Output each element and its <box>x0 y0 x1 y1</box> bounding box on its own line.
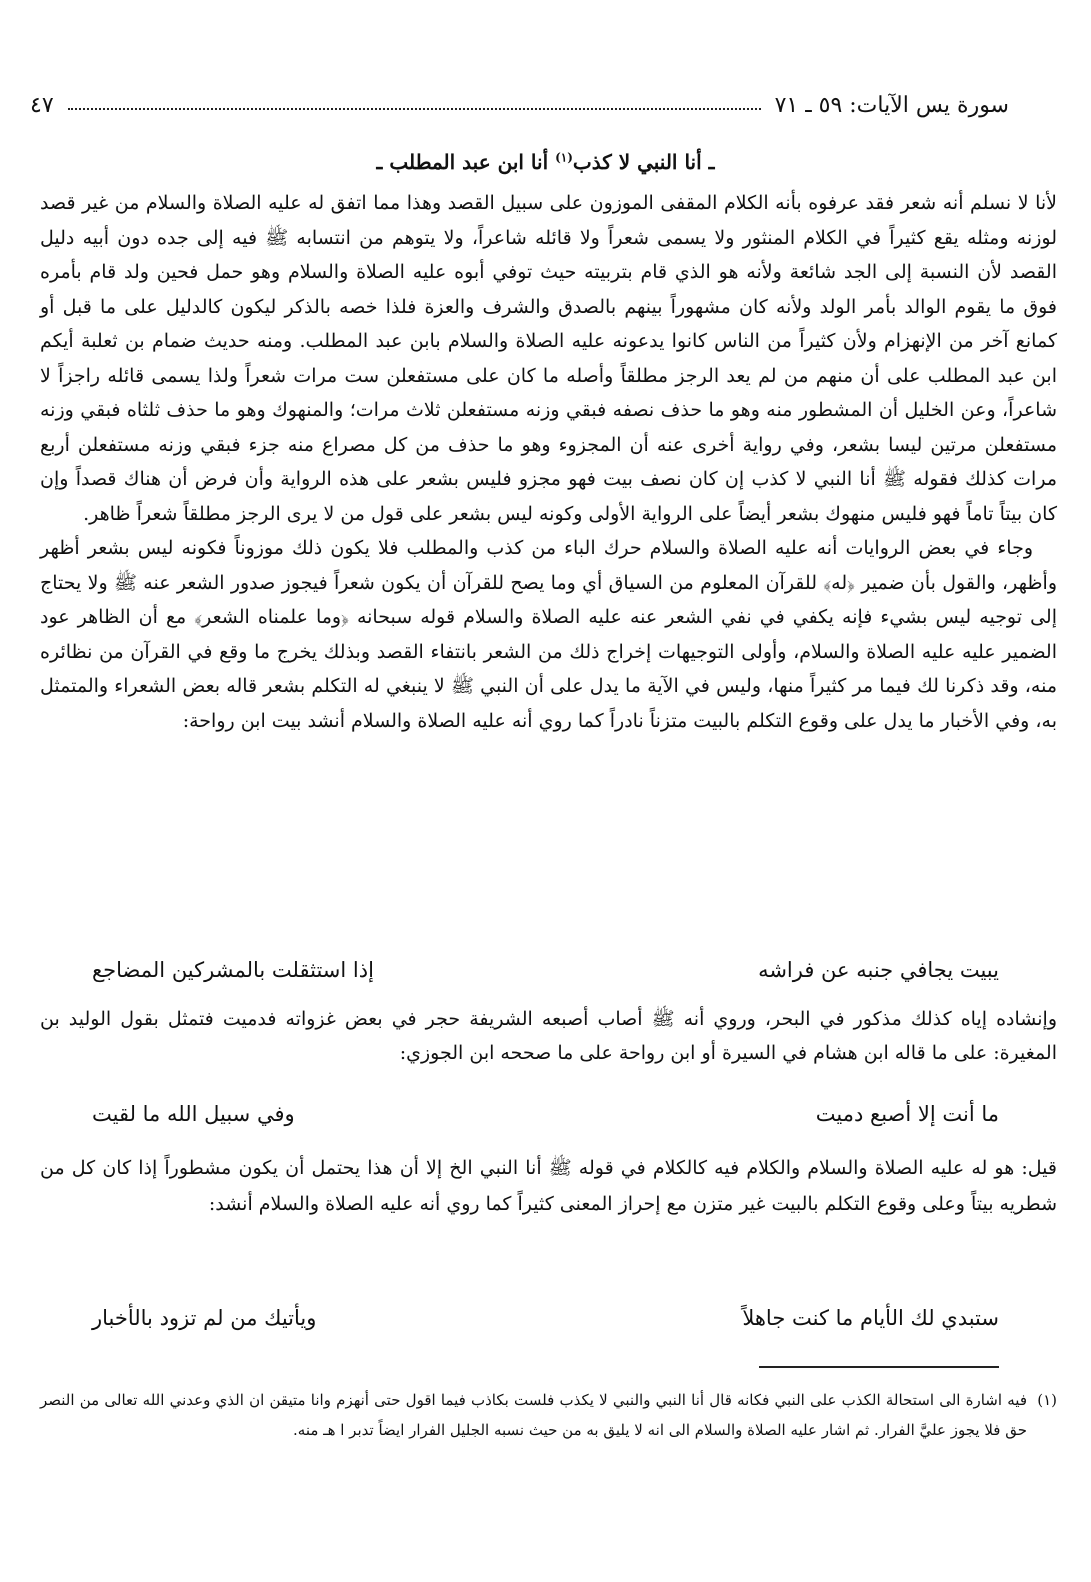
running-header <box>30 88 1009 118</box>
verse-hemistich-right: يبيت يجافي جنبه عن فراشه <box>758 958 999 982</box>
footnote-text: فيه اشارة الى استحالة الكذب على النبي فكانه قال أنا النبي والنبي لا يكذب فلست بكاذب فيما اقول حتى أنهزم وانا متيقن ان الذي وعدني الله تعالى من النصر حق فلا يجوز عليَّ الفرار. ثم اشار عليه الصلاة والسلام الى انه لا يليق به من حيث نسبه الجليل الفرار ايضاً تدبر ا هـ منه. <box>40 1391 1027 1439</box>
verse-hemistich-right: ما أنت إلا أصبع دميت <box>815 1102 999 1126</box>
verse-ibn-rawaha <box>92 958 999 982</box>
verse-hemistich-right: ستبدي لك الأيام ما كنت جاهلاً <box>742 1306 999 1330</box>
verse-hemistich-left: وفي سبيل الله ما لقيت <box>92 1102 295 1126</box>
footnote-rule <box>759 1366 999 1368</box>
verse-hemistich-left: إذا استثقلت بالمشركين المضاجع <box>92 958 374 982</box>
main-text <box>40 186 1057 738</box>
quote-part-2: أنا ابن عبد المطلب ـ <box>376 150 556 174</box>
second-paragraph: وجاء في بعض الروايات أنه عليه الصلاة والسلام حرك الباء من كذب والمطلب فلا يكون ذلك موزوناً فكونه ليس بشعر أظهر وأظهر، والقول بأن ضمير ﴿له﴾ للقرآن المعلوم من السياق أي وما يصح للقرآن أن يكون شعراً فيجوز صدور الشعر عنه ﷺ ولا يحتاج إلى توجيه ليس بشيء فإنه يكفي في نفي الشعر عنه عليه الصلاة والسلام قوله سبحانه ﴿وما علمناه الشعر﴾ مع أن الظاهر عود الضمير عليه عليه الصلاة والسلام، وأولى التوجيهات إخراج ذلك من الشعر بانتفاء القصد وبذلك يخرج ما وقع في القرآن من نظائره منه، وقد ذكرنا لك فيما مر كثيراً منها، وليس في الآية ما يدل على أن النبي ﷺ لا ينبغي له التكلم بشعر قاله بعض الشعراء والمتمثل به، وفي الأخبار ما يدل على وقوع التكلم بالبيت متزناً نادراً كما روي أنه عليه الصلاة والسلام أنشد بيت ابن رواحة: <box>40 537 1057 732</box>
third-paragraph: وإنشاده إياه كذلك مذكور في البحر، وروي أنه ﷺ أصاب أصبعه الشريفة حجر في بعض غزواته فدميت فتمثل بقول الوليد بن المغيرة: على ما قاله ابن هشام في السيرة أو ابن رواحة على ما صححه ابن الجوزي: <box>40 1008 1057 1064</box>
verse-walid <box>92 1102 999 1126</box>
footnote-number: (١) <box>1037 1391 1057 1409</box>
verse-tarafa <box>92 1306 999 1330</box>
footnote <box>40 1385 1057 1445</box>
surah-title: سورة يس الآيات: ٥٩ ـ ٧١ <box>774 93 1009 118</box>
fourth-paragraph: قيل: هو له عليه الصلاة والسلام والكلام فيه كالكلام في قوله ﷺ أنا النبي الخ إلا أن هذا يحتمل أن يكون مشطوراً إذا كان كل من شطريه بيتاً وعلى وقوع التكلم بالبيت غير متزن مع إحراز المعنى كثيراً كما روي أنه عليه الصلاة والسلام أنشد: <box>40 1157 1057 1215</box>
verse-hemistich-left: ويأتيك من لم تزود بالأخبار <box>92 1306 317 1330</box>
page-number: ٤٧ <box>30 93 54 118</box>
hadith-quote <box>0 150 1091 174</box>
footnote-marker: (١) <box>555 150 573 165</box>
quote-part-1: ـ أنا النبي لا كذب <box>572 150 715 174</box>
dotted-leader <box>68 102 761 110</box>
main-paragraph: لأنا لا نسلم أنه شعر فقد عرفوه بأنه الكلام المقفى الموزون على سبيل القصد وهذا مما اتفق له عليه الصلاة والسلام من غير قصد لوزنه ومثله يقع كثيراً في الكلام المنثور ولا يسمى شعراً ولا قائله شاعراً، ولا يتوهم من انتسابه ﷺ فيه إلى جده دون أبيه دليل القصد لأن النسبة إلى الجد شائعة ولأنه هو الذي قام بتربيته حيث توفي أبوه عليه الصلاة والسلام وهو حمل فحين ولد قام بأمره فوق ما يقوم الوالد بأمر الولد ولأنه كان مشهوراً بينهم بالصدق والشرف والعزة فلذا خصه بالذكر ليكون كالدليل على ما قبل أو كمانع آخر من الإنهزام ولأن كثيراً من الناس كانوا يدعونه عليه الصلاة والسلام بابن عبد المطلب. ومنه حديث ضمام بن ثعلبة أيكم ابن عبد المطلب على أن منهم من لم يعد الرجز مطلقاً وأصله ما كان على مستفعلن ست مرات شعراً ولذا يسمى قائله راجزاً لا شاعراً، وعن الخليل أن المشطور منه وهو ما حذف نصفه فبقي وزنه مستفعلن ثلاث مرات؛ والمنهوك وهو ما حذف ثلثاه فبقي وزنه مستفعلن مرتين ليسا بشعر، وفي رواية أخرى عنه أن المجزوء وهو ما حذف من كل مصراع منه جزء فبقي وزنه مستفعلن أربع مرات كذلك فقوله ﷺ أنا النبي لا كذب إن كان نصف بيت فهو مجزو فليس بشعر على هذه الرواية وأن فرض أن هناك قصداً وإن كان بيتاً تاماً فهو فليس منهوك بشعر أيضاً على الرواية الأولى وكونه ليس بشعر على قول من لا يرى الرجز مطلقاً شعراً ظاهر. <box>40 192 1057 525</box>
